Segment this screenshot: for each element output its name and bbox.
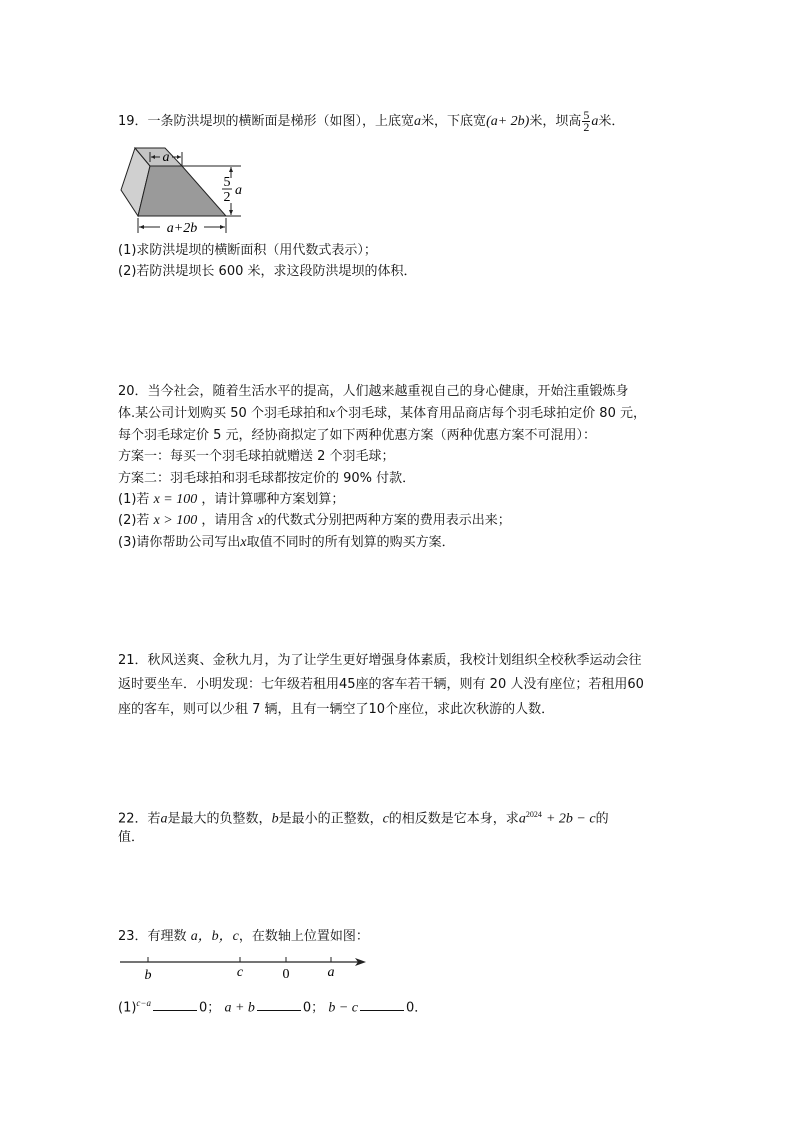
fraction: $\frac{5}{2}$ (583, 108, 590, 134)
q20-part3: (3)请你帮助公司写出x取值不同时的所有划算的购买方案． (118, 535, 455, 550)
answer-blank[interactable] (257, 998, 301, 1011)
tick-label-zero: 0 (282, 967, 290, 982)
q19-text: 米，坝高 (529, 114, 582, 129)
q20-line1: 20．当今社会，随着生活水平的提高，人们越来越重视自己的身心健康，开始注重锻炼身 (118, 384, 629, 399)
number-line (120, 957, 366, 983)
q23-stem: 23．有理数 a，b，c，在数轴上位置如图： (118, 929, 369, 944)
q22-line1: 22．若a是最大的负整数，b是最小的正整数，c的相反数是它本身，求$a^{2024} + 2b - c$的 (118, 810, 609, 827)
q23-part1: $(1)^{c-a}$ 0； a + b 0； b − c 0． (118, 998, 428, 1016)
tick-label-b: b (144, 968, 152, 983)
math-expr: (a+ 2b) (486, 114, 530, 129)
answer-blank[interactable] (360, 998, 404, 1011)
q20-line2: 体.某公司计划购买 50 个羽毛球拍和x个羽毛球，某体育用品商店每个羽毛球拍定价 80 元， (118, 406, 646, 421)
answer-blank[interactable] (153, 998, 197, 1011)
q19-part2: (2)若防洪堤坝长 600 米，求这段防洪堤坝的体积． (118, 264, 417, 279)
q20-line4: 方案一：每买一个羽毛球拍就赠送 2 个羽毛球； (118, 449, 395, 464)
q19-text: 米． (598, 114, 625, 129)
q20-part2: (2)若 x > 100 ，请用含 x的代数式分别把两种方案的费用表示出来； (118, 513, 511, 528)
tick-label-a: a (327, 965, 335, 980)
math-var: x (328, 406, 336, 421)
math-var: a (414, 114, 422, 129)
bottom-width-label: a+2b (166, 221, 198, 236)
q20-line5: 方案二：羽毛球拍和羽毛球都按定价的 90% 付款． (118, 471, 416, 486)
q21-line2: 返时要坐车．小明发现：七年级若租用45座的客车若干辆，则有 20 人没有座位；若租用60 (118, 677, 644, 692)
q19-text: 米，下底宽 (421, 114, 487, 129)
q21-line1: 21．秋风送爽、金秋九月，为了让学生更好增强身体素质，我校计划组织全校秋季运动会往 (118, 653, 642, 668)
height-var: a (235, 183, 242, 198)
height-num: 5 (223, 175, 231, 190)
top-width-label: a (162, 150, 170, 165)
q21-line3: 座的客车，则可以少租 7 辆，且有一辆空了10个座位，求此次秋游的人数． (118, 702, 555, 717)
tick-label-c: c (236, 965, 244, 980)
q19-text: 19．一条防洪堤坝的横断面是梯形（如图），上底宽 (118, 114, 415, 129)
dam-front-face (138, 166, 226, 216)
q20-part1: (1)若 x = 100 ，请计算哪种方案划算； (118, 492, 345, 507)
math-var: a (591, 114, 599, 129)
trapezoid-dam-figure (121, 148, 242, 236)
q19-part1: (1)求防洪堤坝的横断面积（用代数式表示）； (118, 243, 377, 258)
q20-line3: 每个羽毛球定价 5 元，经协商拟定了如下两种优惠方案（两种优惠方案不可混用）： (118, 428, 597, 443)
q22-line2: 值． (118, 830, 145, 845)
height-den: 2 (223, 190, 231, 205)
